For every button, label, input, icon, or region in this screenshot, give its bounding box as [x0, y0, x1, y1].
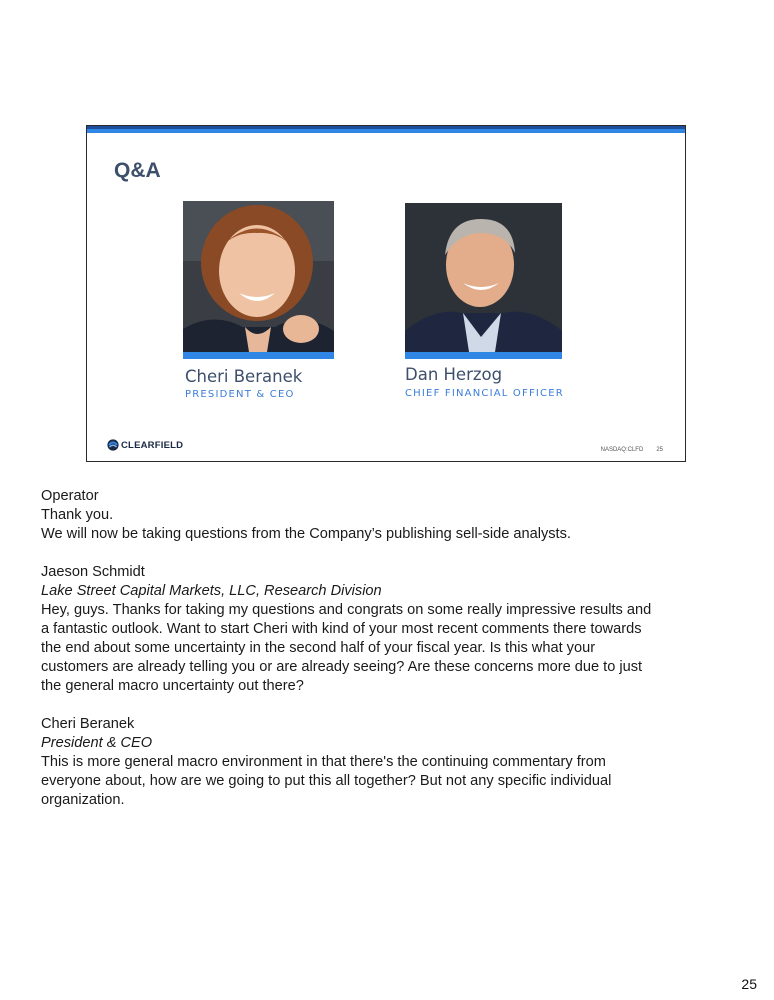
slide-footer — [601, 447, 663, 453]
clearfield-logo — [107, 439, 183, 451]
slide-accent-bar — [87, 129, 685, 133]
transcript-line: organization. — [41, 792, 125, 808]
speaker-name: Jaeson Schmidt — [41, 564, 145, 580]
slide-page-number: 25 — [656, 447, 663, 453]
logo-text: CLEARFIELD — [121, 439, 184, 451]
transcript-line: a fantastic outlook. Want to start Cheri with kind of your most recent comments there towards — [41, 621, 642, 637]
speaker-role: President & CEO — [41, 735, 153, 751]
transcript-line: the end about some uncertainty in the second half of your fiscal year. Is this what your — [41, 640, 596, 656]
slide-title: Q&A — [114, 159, 161, 182]
ticker: NASDAQ:CLFD — [600, 447, 644, 453]
cheri-beranek-photo — [183, 201, 334, 352]
person-name: Dan Herzog — [405, 365, 503, 384]
transcript-line: Hey, guys. Thanks for taking my questions and congrats on some really impressive results and — [41, 602, 652, 618]
person-title: PRESIDENT & CEO — [185, 389, 295, 400]
transcript-line: Thank you. — [41, 507, 114, 523]
person-name: Cheri Beranek — [185, 367, 303, 386]
qa-slide — [86, 125, 686, 462]
transcript-line: customers are already telling you or are already seeing? Are these concerns more due to just — [41, 659, 643, 675]
page-number: 25 — [741, 976, 757, 992]
transcript-line: everyone about, how are we going to put this all together? But not any specific individual — [41, 773, 612, 789]
clearfield-logo-icon — [107, 439, 119, 451]
dan-herzog-photo — [405, 203, 562, 352]
photo-underline — [405, 352, 562, 359]
speaker-name: Cheri Beranek — [41, 716, 135, 732]
speaker-affiliation: Lake Street Capital Markets, LLC, Research Division — [41, 583, 382, 599]
transcript-line: We will now be taking questions from the Company’s publishing sell-side analysts. — [41, 526, 571, 542]
person-title: CHIEF FINANCIAL OFFICER — [405, 388, 564, 399]
speaker-name: Operator — [41, 488, 99, 504]
transcript-line: This is more general macro environment in that there's the continuing commentary from — [41, 754, 606, 770]
transcript-line: the general macro uncertainty out there? — [41, 678, 304, 694]
photo-underline — [183, 352, 334, 359]
transcript — [41, 487, 701, 810]
